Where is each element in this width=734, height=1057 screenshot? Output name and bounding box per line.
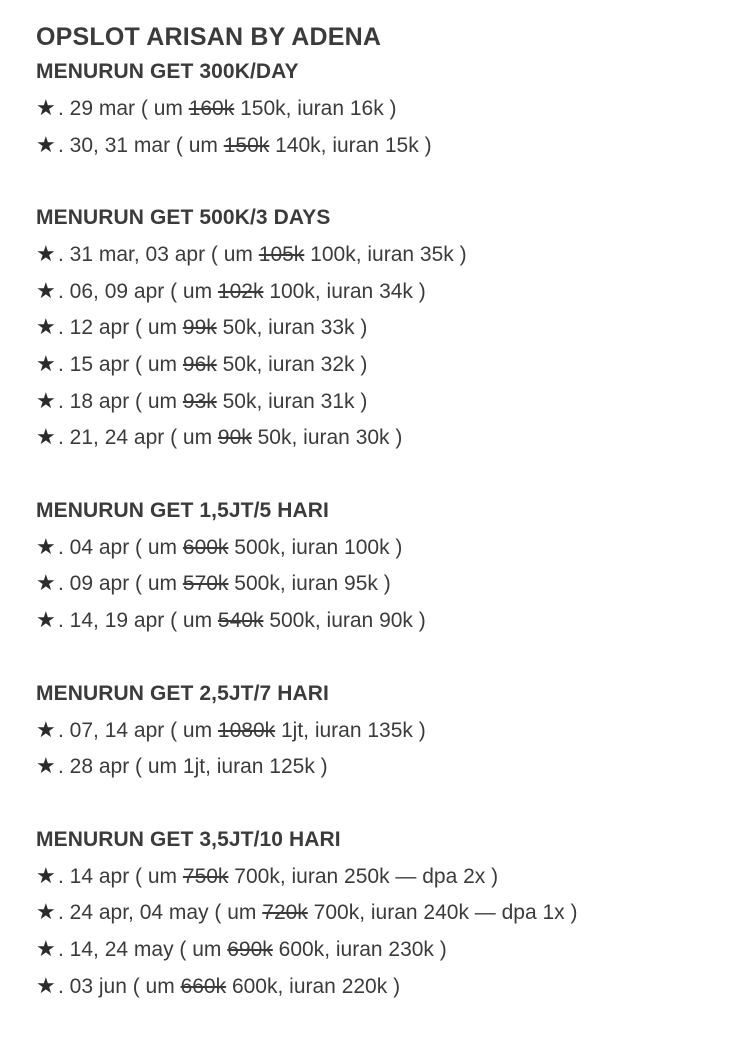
star-icon: ★ xyxy=(36,862,56,888)
entry-iuran: 30k xyxy=(355,426,390,450)
entry-new-price: 100k xyxy=(269,279,315,303)
entry-note: dpa 1x xyxy=(501,901,565,925)
entry-new-price: 150k xyxy=(240,97,286,120)
entry-old-price: 102k xyxy=(217,279,264,303)
star-icon: ★ xyxy=(36,606,56,632)
entry-iuran: 35k xyxy=(419,243,454,267)
entry-date: 04 apr xyxy=(69,535,130,559)
list-item: ★ . 04 apr ( um 600k 500k, iuran 100k ) xyxy=(36,529,734,566)
entry-old-price: 750k xyxy=(182,864,229,888)
list-item: ★ . 28 apr ( um 1jt, iuran 125k ) xyxy=(36,748,734,785)
section-heading: MENURUN GET 1,5JT/5 HARI xyxy=(36,498,329,522)
entry-iuran: 125k xyxy=(269,755,315,779)
entry-date: 12 apr xyxy=(69,316,130,340)
star-icon: ★ xyxy=(36,314,56,340)
entry-date: 28 apr xyxy=(69,755,130,779)
entry-iuran: 16k xyxy=(349,97,384,120)
entry-new-price: 500k xyxy=(234,572,280,596)
entry-old-price: 99k xyxy=(182,316,217,340)
list-item: ★ . 31 mar, 03 apr ( um 105k 100k, iuran 35k ) xyxy=(36,236,734,273)
entry-date: 09 apr xyxy=(69,572,130,596)
list-item: ★ . 09 apr ( um 570k 500k, iuran 95k ) xyxy=(36,565,734,602)
entry-date: 21, 24 apr xyxy=(69,426,165,450)
entry-old-price: 720k xyxy=(262,901,308,925)
entry-iuran: 15k xyxy=(384,133,419,157)
sections-container xyxy=(36,54,734,1004)
entry-iuran: 135k xyxy=(367,718,413,742)
section-heading: MENURUN GET 3,5JT/10 HARI xyxy=(36,827,341,851)
star-icon: ★ xyxy=(36,935,56,961)
entry-date: 14 apr xyxy=(69,864,130,888)
star-icon: ★ xyxy=(36,753,56,779)
entry-date: 18 apr xyxy=(69,389,130,413)
star-icon: ★ xyxy=(36,277,56,303)
list-item: ★ . 12 apr ( um 99k 50k, iuran 33k ) xyxy=(36,309,734,346)
entry-iuran: 90k xyxy=(379,608,413,632)
section xyxy=(36,822,734,1004)
entry-new-price: 600k xyxy=(231,974,278,998)
entry-date: 29 mar xyxy=(69,97,136,120)
entry-old-price: 660k xyxy=(180,974,227,998)
entry-old-price: 96k xyxy=(182,352,217,376)
section-heading: MENURUN GET 2,5JT/7 HARI xyxy=(36,681,329,705)
section-heading: MENURUN GET 500K/3 DAYS xyxy=(36,206,331,230)
entry-date: 07, 14 apr xyxy=(69,718,165,742)
entry-new-price: 50k xyxy=(222,389,257,413)
list-item: ★ . 15 apr ( um 96k 50k, iuran 32k ) xyxy=(36,346,734,383)
list-item: ★ . 21, 24 apr ( um 90k 50k, iuran 30k ) xyxy=(36,419,734,456)
entry-iuran: 31k xyxy=(320,389,355,413)
entry-new-price: 50k xyxy=(257,426,292,450)
list-item: ★ . 24 apr, 04 may ( um 720k 700k, iuran 240k — dpa 1x ) xyxy=(36,894,734,931)
entry-iuran: 230k xyxy=(388,937,434,961)
entry-date: 24 apr, 04 may xyxy=(69,901,209,925)
entry-new-price: 140k xyxy=(275,133,321,157)
entry-date: 15 apr xyxy=(69,352,130,376)
entry-new-price: 1jt xyxy=(280,718,304,742)
list-item: ★ . 18 apr ( um 93k 50k, iuran 31k ) xyxy=(36,383,734,420)
entry-iuran: 32k xyxy=(320,352,355,376)
entry-new-price: 50k xyxy=(222,316,257,340)
star-icon: ★ xyxy=(36,350,56,376)
entry-new-price: 500k xyxy=(234,535,280,559)
entry-date: 03 jun xyxy=(69,974,127,998)
list-item: ★ . 29 mar ( um 160k 150k, iuran 16k ) xyxy=(36,90,734,127)
entry-new-price: 100k xyxy=(310,243,356,267)
star-icon: ★ xyxy=(36,241,56,267)
entry-old-price: 1080k xyxy=(217,718,276,742)
star-icon: ★ xyxy=(36,972,56,998)
entry-new-price: 700k xyxy=(313,901,360,925)
section-heading: MENURUN GET 300K/DAY xyxy=(36,60,299,83)
entry-old-price: 105k xyxy=(258,243,305,267)
entry-iuran: 250k xyxy=(344,864,390,888)
entry-note: dpa 2x xyxy=(422,864,486,888)
entry-new-price: 50k xyxy=(222,352,257,376)
list-item: ★ . 06, 09 apr ( um 102k 100k, iuran 34k ) xyxy=(36,273,734,310)
star-icon: ★ xyxy=(36,899,56,925)
entry-iuran: 33k xyxy=(320,316,355,340)
entry-new-price: 1jt xyxy=(182,755,206,779)
entry-old-price: 540k xyxy=(217,608,264,632)
entry-date: 06, 09 apr xyxy=(69,279,165,303)
star-icon: ★ xyxy=(36,95,56,120)
list-item: ★ . 14, 19 apr ( um 540k 500k, iuran 90k ) xyxy=(36,602,734,639)
star-icon: ★ xyxy=(36,716,56,742)
entry-old-price: 570k xyxy=(182,572,229,596)
entry-iuran: 100k xyxy=(344,535,390,559)
entry-iuran: 34k xyxy=(379,279,413,303)
section xyxy=(36,493,734,639)
entry-date: 14, 19 apr xyxy=(69,608,165,632)
entry-old-price: 90k xyxy=(217,426,252,450)
list-item: ★ . 30, 31 mar ( um 150k 140k, iuran 15k ) xyxy=(36,127,734,164)
star-icon: ★ xyxy=(36,387,56,413)
star-icon: ★ xyxy=(36,424,56,450)
list-item: ★ . 14 apr ( um 750k 700k, iuran 250k — dpa 2x ) xyxy=(36,858,734,895)
entry-iuran: 240k xyxy=(423,901,469,925)
entry-date: 14, 24 may xyxy=(69,937,174,961)
document-title: OPSLOT ARISAN BY ADENA xyxy=(36,23,382,51)
list-item: ★ . 03 jun ( um 660k 600k, iuran 220k ) xyxy=(36,968,734,1005)
entry-iuran: 95k xyxy=(344,572,378,596)
section xyxy=(36,54,734,163)
entry-new-price: 700k xyxy=(234,864,280,888)
star-icon: ★ xyxy=(36,533,56,559)
entry-old-price: 93k xyxy=(182,389,217,413)
entry-old-price: 150k xyxy=(223,133,270,157)
list-item: ★ . 14, 24 may ( um 690k 600k, iuran 230k ) xyxy=(36,931,734,968)
entry-old-price: 600k xyxy=(182,535,229,559)
list-item: ★ . 07, 14 apr ( um 1080k 1jt, iuran 135k ) xyxy=(36,712,734,749)
section xyxy=(36,676,734,785)
entry-old-price: 160k xyxy=(188,97,235,120)
entry-date: 31 mar, 03 apr xyxy=(69,243,206,267)
entry-new-price: 500k xyxy=(269,608,315,632)
entry-old-price: 690k xyxy=(227,937,273,961)
star-icon: ★ xyxy=(36,570,56,596)
entry-new-price: 600k xyxy=(278,937,325,961)
section xyxy=(36,200,734,456)
entry-date: 30, 31 mar xyxy=(69,133,171,157)
star-icon: ★ xyxy=(36,131,56,157)
entry-iuran: 220k xyxy=(341,974,388,998)
